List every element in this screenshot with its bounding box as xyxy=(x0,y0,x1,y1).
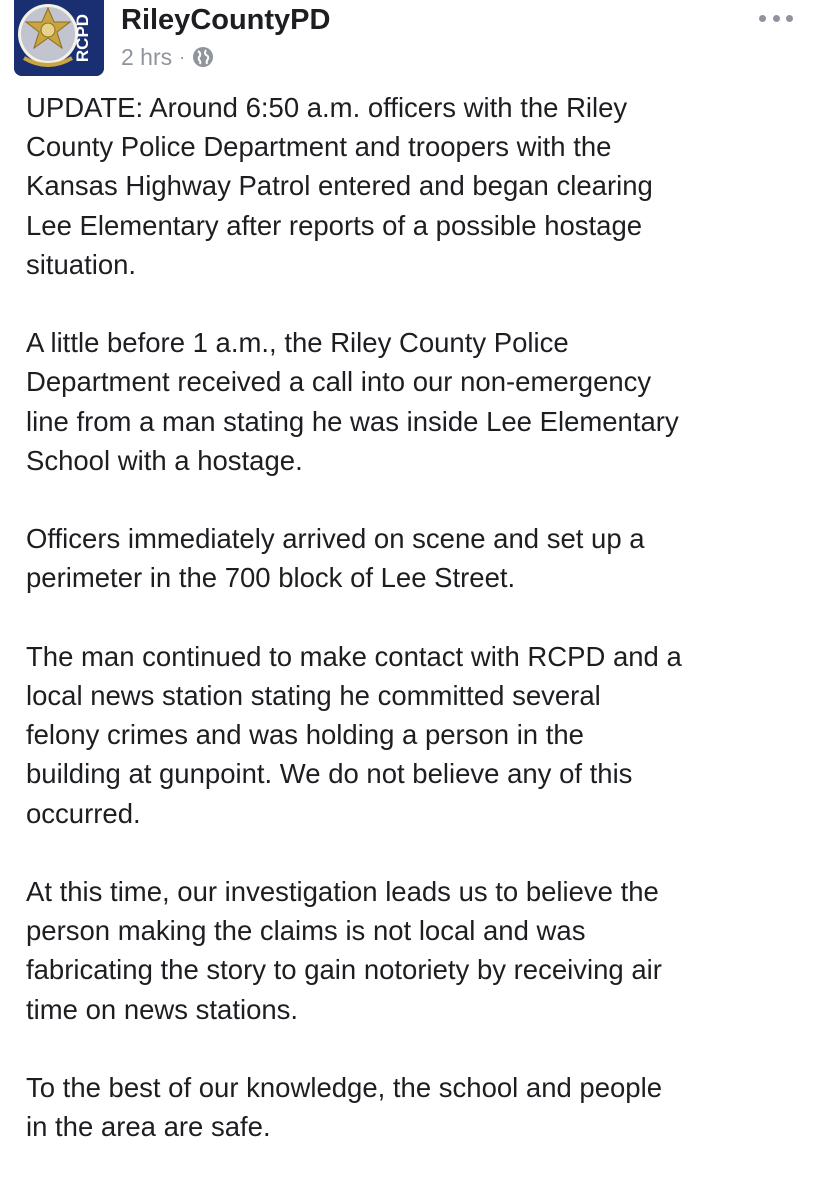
post-paragraph: A little before 1 a.m., the Riley County Police Department received a call into our non-emergency line from a man stating he was inside Lee Elementary School with a hostage. xyxy=(26,327,679,476)
post-body xyxy=(26,88,801,1146)
post-paragraph: The man continued to make contact with RCPD and a local news station stating he committed several felony crimes and was holding a person in the building at gunpoint. We do not believe any of this occurred. xyxy=(26,640,682,829)
avatar-text: RCPD xyxy=(73,13,92,63)
more-dot xyxy=(773,15,780,22)
post-paragraph: At this time, our investigation leads us to believe the person making the claims is not local and was fabricating the story to gain notoriety by receiving air time on news stations. xyxy=(26,876,662,1025)
globe-icon[interactable] xyxy=(191,45,215,69)
post-meta xyxy=(121,43,215,71)
more-dot xyxy=(759,15,766,22)
avatar[interactable] xyxy=(14,0,104,76)
page-name-link[interactable]: RileyCountyPD xyxy=(121,4,331,36)
more-options-icon[interactable] xyxy=(759,6,793,30)
post-paragraph: Officers immediately arrived on scene and set up a perimeter in the 700 block of Lee Street. xyxy=(26,523,645,594)
post-header xyxy=(0,0,815,80)
rcpd-badge-logo-icon xyxy=(14,0,104,76)
post-paragraph: To the best of our knowledge, the school and people in the area are safe. xyxy=(26,1072,663,1143)
meta-separator: · xyxy=(179,46,186,67)
post-paragraph: UPDATE: Around 6:50 a.m. officers with the Riley County Police Department and troopers with the Kansas Highway Patrol entered and began clearing Lee Elementary after reports of a possible hostage situation. xyxy=(26,92,653,280)
more-dot xyxy=(786,15,793,22)
post-timestamp[interactable]: 2 hrs xyxy=(121,43,173,70)
